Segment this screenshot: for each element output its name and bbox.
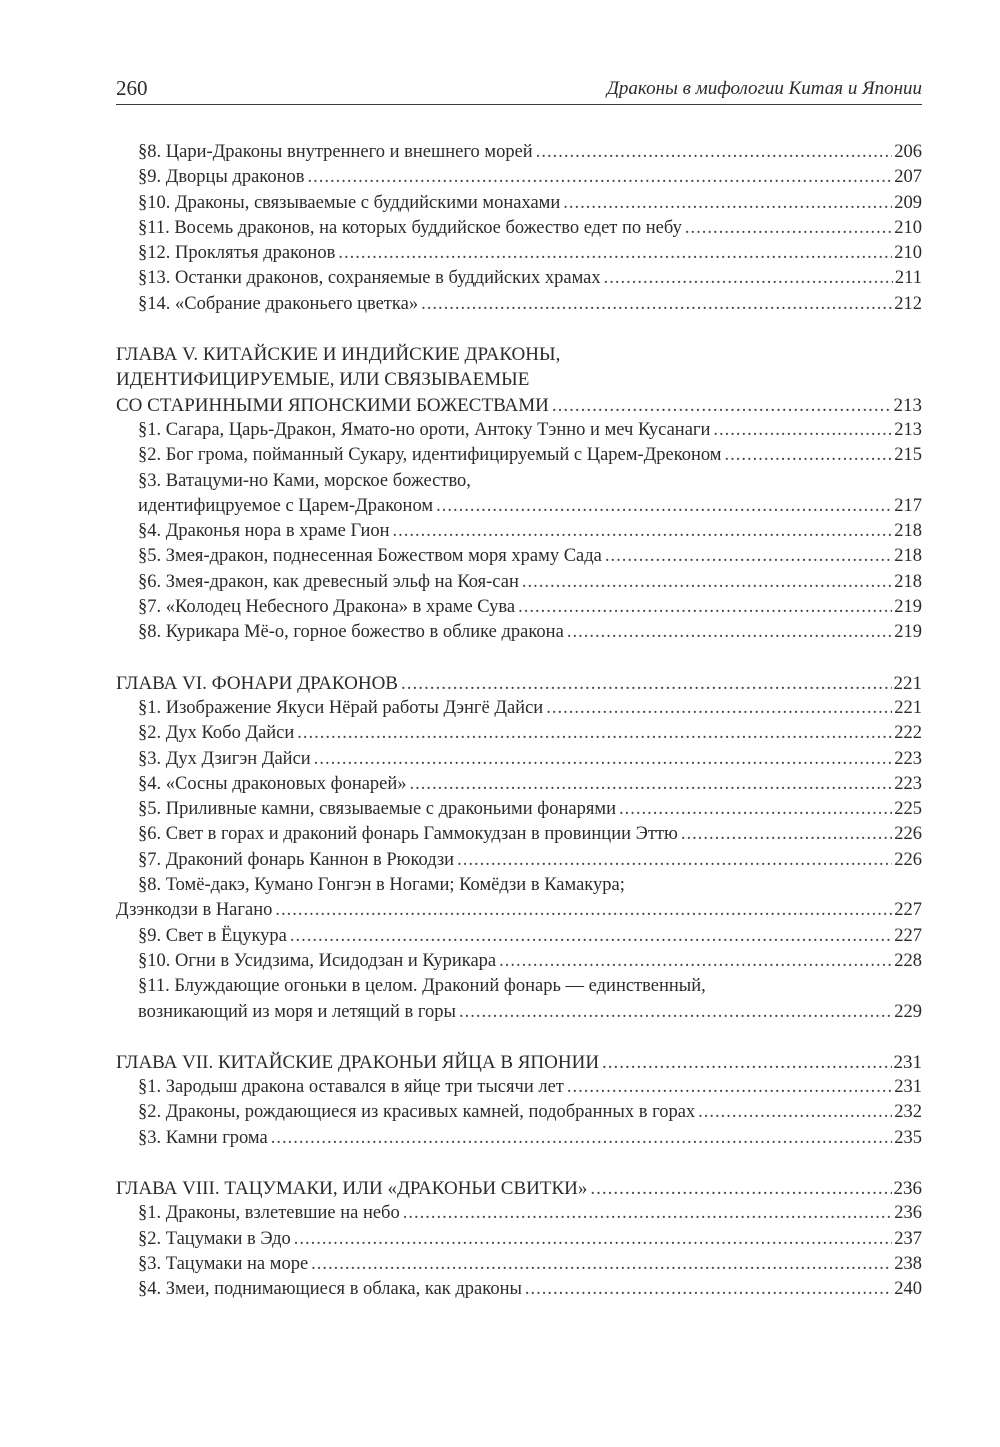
toc-page-number: 231	[894, 1077, 922, 1098]
toc-page-number: 212	[894, 293, 922, 314]
toc-entry	[116, 949, 922, 974]
toc-page-number: 237	[894, 1228, 922, 1249]
page-header	[116, 74, 922, 105]
dot-leader	[308, 165, 893, 190]
toc-entry	[116, 241, 922, 266]
toc-entry-title: §4. Драконья нора в храме Гион	[138, 521, 390, 542]
page-number: 260	[116, 76, 148, 100]
dot-leader	[619, 797, 892, 822]
toc-page-number: 223	[894, 748, 922, 769]
toc-chapter-entry	[116, 1176, 922, 1201]
toc-page-number: 219	[894, 622, 922, 643]
dot-leader	[275, 898, 892, 923]
dot-leader	[546, 696, 892, 721]
toc-page-number: 227	[894, 900, 922, 921]
toc-entry-title: §6. Змея-дракон, как древесный эльф на Коя-сан	[138, 571, 519, 592]
toc-entry-title: ГЛАВА VIII. ТАЦУМАКИ, ИЛИ «ДРАКОНЬИ СВИТКИ»	[116, 1177, 588, 1199]
toc-page-number: 225	[894, 799, 922, 820]
toc-entry	[116, 772, 922, 797]
toc-page-number: 236	[894, 1203, 922, 1224]
toc-entry	[116, 924, 922, 949]
toc-entry	[116, 1227, 922, 1252]
toc-chapter-entry	[116, 342, 922, 367]
section-gap	[116, 1151, 922, 1176]
toc-entry-title: ГЛАВА VI. ФОНАРИ ДРАКОНОВ	[116, 672, 398, 694]
toc-entry-title: §1. Драконы, взлетевшие на небо	[138, 1203, 400, 1224]
toc-page-number: 213	[894, 419, 922, 440]
dot-leader	[567, 620, 892, 645]
toc-entry-title: §2. Драконы, рождающиеся из красивых камней, подобранных в горах	[138, 1102, 696, 1123]
toc-entry	[116, 898, 922, 923]
toc-page-number: 206	[894, 142, 922, 162]
toc-entry	[116, 494, 922, 519]
toc-entry	[116, 469, 922, 494]
toc-entry-title: §3. Дух Дзигэн Дайси	[138, 748, 311, 769]
toc-entry	[116, 1126, 922, 1151]
dot-leader	[604, 266, 893, 291]
toc-chapter-entry	[116, 367, 922, 392]
toc-entry	[116, 1277, 922, 1302]
dot-leader	[393, 519, 893, 544]
toc-page-number: 219	[894, 597, 922, 618]
toc-page-number: 226	[894, 824, 922, 845]
toc-page-number: 235	[894, 1127, 922, 1148]
toc-page-number: 228	[894, 950, 922, 971]
dot-leader	[681, 822, 892, 847]
toc-page-number: 210	[894, 243, 922, 264]
dot-leader	[314, 747, 893, 772]
dot-leader	[294, 1227, 892, 1252]
toc-entry-title: Дзэнкодзи в Нагано	[116, 900, 273, 921]
dot-leader	[410, 772, 893, 797]
toc-entry-title: §5. Приливные камни, связываемые с драконьими фонарями	[138, 799, 617, 820]
toc-entry-title: §8. Томё-дакэ, Кумано Гонгэн в Ногами; Комёдзи в Камакура;	[138, 875, 625, 896]
toc-entry-title: §10. Огни в Усидзима, Исидодзан и Курикара	[138, 950, 497, 971]
toc-entry-title: §6. Свет в горах и драконий фонарь Гаммокудзан в провинции Эттю	[138, 824, 678, 845]
dot-leader	[525, 1277, 892, 1302]
toc-entry	[116, 140, 922, 165]
toc-page-number: 227	[894, 925, 922, 946]
toc-page-number: 209	[894, 192, 922, 213]
toc-entry	[116, 1100, 922, 1125]
toc-page-number: 221	[894, 697, 922, 718]
toc-entry	[116, 570, 922, 595]
toc-entry-title: ГЛАВА VII. КИТАЙСКИЕ ДРАКОНЬИ ЯЙЦА В ЯПОНИИ	[116, 1051, 600, 1073]
toc-entry-title: §1. Изображение Якуси Нёрай работы Дэнгё Дайси	[138, 697, 544, 718]
toc-chapter-entry	[116, 1050, 922, 1075]
toc-entry-title: §7. «Колодец Небесного Дракона» в храме Сува	[138, 597, 516, 618]
toc-entry	[116, 1000, 922, 1025]
toc-chapter-entry	[116, 671, 922, 696]
dot-leader	[725, 443, 893, 468]
dot-leader	[567, 1075, 892, 1100]
dot-leader	[499, 949, 892, 974]
toc-page-number: 218	[894, 546, 922, 567]
toc-entry	[116, 443, 922, 468]
dot-leader	[605, 544, 892, 569]
dot-leader	[518, 595, 892, 620]
running-title: Драконы в мифологии Китая и Японии	[606, 78, 922, 99]
toc-entry-title: §3. Ватацуми-но Ками, морское божество,	[138, 470, 471, 491]
toc-entry	[116, 519, 922, 544]
toc-page-number: 223	[894, 773, 922, 794]
toc-entry	[116, 848, 922, 873]
toc-entry	[116, 418, 922, 443]
toc-entry	[116, 544, 922, 569]
toc-entry-title: §10. Драконы, связываемые с буддийскими монахами	[138, 192, 561, 213]
toc-entry	[116, 747, 922, 772]
toc-entry-title: §11. Восемь драконов, на которых буддийское божество едет по небу	[138, 217, 682, 238]
toc-entry-title: §4. «Сосны драконовых фонарей»	[138, 773, 407, 794]
toc-page-number: 207	[894, 167, 922, 188]
toc-page-number: 240	[894, 1279, 922, 1300]
dot-leader	[685, 216, 892, 241]
toc-entry-title: §3. Тацумаки на море	[138, 1253, 309, 1274]
toc-page-number: 210	[894, 217, 922, 238]
toc-entry-title: СО СТАРИННЫМИ ЯПОНСКИМИ БОЖЕСТВАМИ	[116, 394, 549, 416]
toc-page-number: 211	[894, 268, 922, 289]
table-of-contents	[116, 140, 922, 1302]
toc-entry-title: §9. Дворцы драконов	[138, 167, 305, 188]
toc-entry-title: ИДЕНТИФИЦИРУЕМЫЕ, ИЛИ СВЯЗЫВАЕМЫЕ	[116, 369, 530, 391]
toc-entry-title: ГЛАВА V. КИТАЙСКИЕ И ИНДИЙСКИЕ ДРАКОНЫ,	[116, 344, 561, 366]
toc-entry-title: §11. Блуждающие огоньки в целом. Драконий фонарь — единственный,	[138, 976, 706, 997]
toc-page-number: 218	[894, 521, 922, 542]
toc-page-number: 215	[894, 445, 922, 466]
toc-entry	[116, 822, 922, 847]
toc-chapter-entry	[116, 393, 922, 418]
toc-page-number: 236	[893, 1177, 922, 1199]
toc-entry	[116, 1075, 922, 1100]
dot-leader	[401, 671, 892, 696]
toc-entry-title: §1. Зародыш дракона оставался в яйце три тысячи лет	[138, 1077, 564, 1098]
dot-leader	[297, 721, 892, 746]
toc-entry	[116, 292, 922, 317]
toc-page-number: 213	[893, 394, 922, 416]
dot-leader	[338, 241, 892, 266]
dot-leader	[459, 1000, 892, 1025]
section-gap	[116, 1025, 922, 1050]
dot-leader	[290, 924, 892, 949]
dot-leader	[271, 1126, 893, 1151]
toc-entry	[116, 595, 922, 620]
toc-page-number: 231	[893, 1051, 922, 1073]
toc-entry	[116, 721, 922, 746]
toc-entry	[116, 696, 922, 721]
dot-leader	[590, 1176, 891, 1201]
dot-leader	[552, 393, 892, 418]
toc-entry-title: §2. Бог грома, пойманный Сукару, идентифицируемый с Царем-Дреконом	[138, 445, 722, 466]
toc-entry-title: §1. Сагара, Царь-Дракон, Ямато-но ороти, Антоку Тэнно и меч Кусанаги	[138, 419, 711, 440]
toc-entry	[116, 165, 922, 190]
toc-entry-title: §3. Камни грома	[138, 1127, 268, 1148]
toc-entry-title: §2. Дух Кобо Дайси	[138, 723, 295, 744]
toc-page-number: 217	[894, 495, 922, 516]
toc-entry	[116, 216, 922, 241]
toc-entry-title: §5. Змея-дракон, поднесенная Божеством моря храму Сада	[138, 546, 602, 567]
toc-entry-title: §8. Цари-Драконы внутреннего и внешнего морей	[138, 142, 533, 162]
toc-entry-title: §4. Змеи, поднимающиеся в облака, как драконы	[138, 1279, 522, 1300]
toc-entry-title: возникающий из моря и летящий в горы	[138, 1001, 456, 1022]
toc-entry-title: §13. Останки драконов, сохраняемые в буддийских храмах	[138, 268, 601, 289]
dot-leader	[563, 191, 892, 216]
toc-entry	[116, 620, 922, 645]
toc-page-number: 226	[894, 849, 922, 870]
dot-leader	[698, 1100, 892, 1125]
section-gap	[116, 317, 922, 342]
toc-entry	[116, 191, 922, 216]
toc-entry-title: идентифицруемое с Царем-Драконом	[138, 495, 434, 516]
toc-entry-title: §12. Проклятья драконов	[138, 243, 336, 264]
dot-leader	[713, 418, 892, 443]
toc-entry-title: §2. Тацумаки в Эдо	[138, 1228, 291, 1249]
toc-entry	[116, 1252, 922, 1277]
dot-leader	[536, 140, 893, 165]
toc-entry	[116, 266, 922, 291]
dot-leader	[436, 494, 892, 519]
toc-entry	[116, 797, 922, 822]
section-gap	[116, 646, 922, 671]
dot-leader	[421, 292, 892, 317]
toc-entry-title: §8. Курикара Мё-о, горное божество в облике дракона	[138, 622, 564, 643]
toc-entry	[116, 974, 922, 999]
dot-leader	[311, 1252, 892, 1277]
toc-entry-title: §7. Драконий фонарь Каннон в Рюкодзи	[138, 849, 455, 870]
toc-page-number: 238	[894, 1253, 922, 1274]
toc-page-number: 229	[894, 1001, 922, 1022]
toc-entry-title: §9. Свет в Ёцукура	[138, 925, 287, 946]
toc-entry	[116, 1201, 922, 1226]
toc-page-number: 232	[894, 1102, 922, 1123]
toc-page-number: 221	[893, 672, 922, 694]
dot-leader	[457, 848, 892, 873]
toc-page-number: 222	[894, 723, 922, 744]
toc-entry-title: §14. «Собрание драконьего цветка»	[138, 293, 419, 314]
dot-leader	[522, 570, 892, 595]
dot-leader	[403, 1201, 893, 1226]
dot-leader	[602, 1050, 891, 1075]
toc-entry	[116, 873, 922, 898]
toc-page-number: 218	[894, 571, 922, 592]
